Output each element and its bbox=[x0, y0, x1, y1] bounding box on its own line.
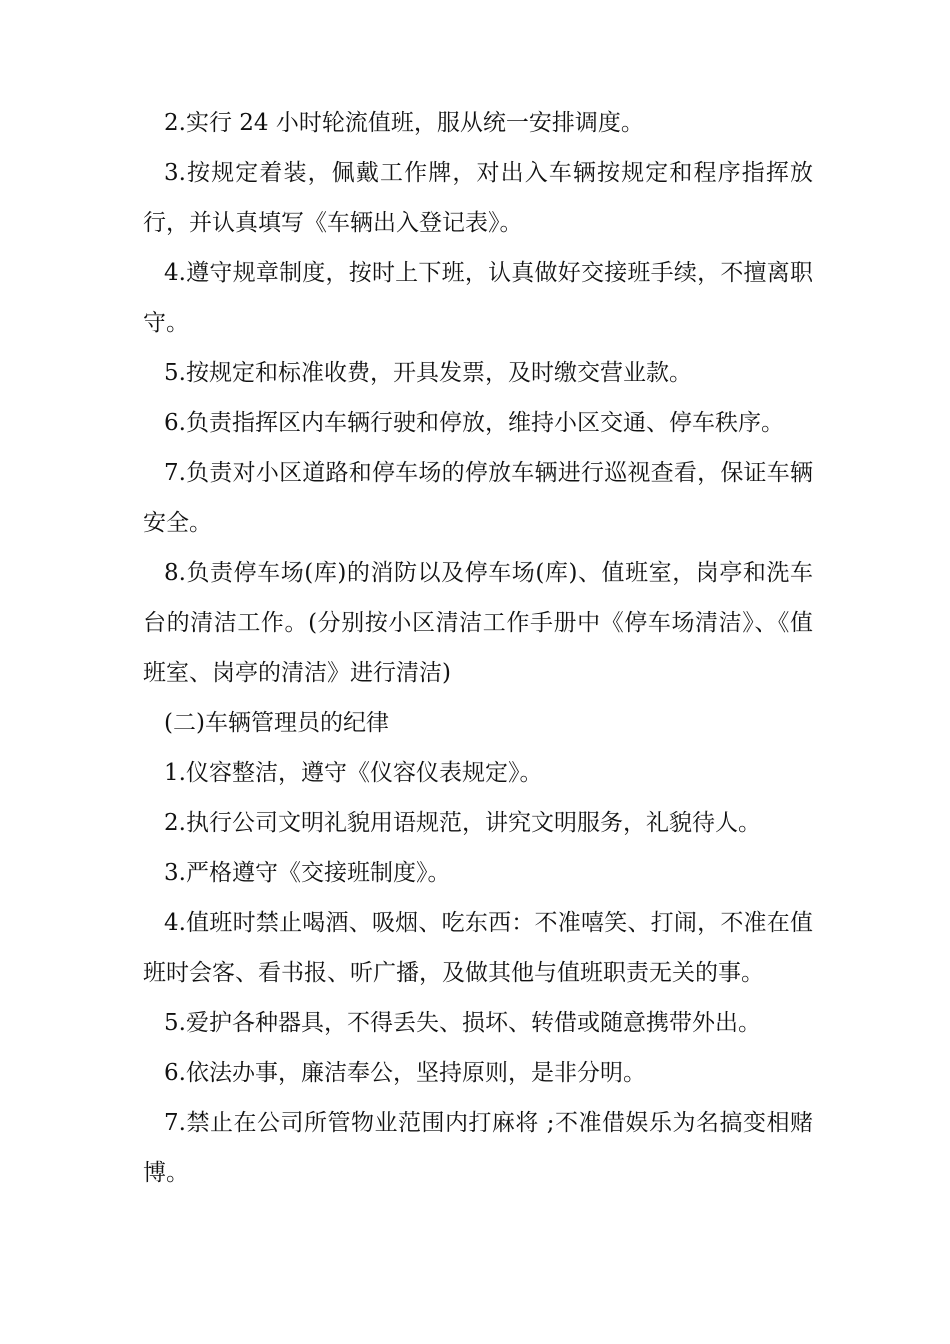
paragraph-rule-5: 5.爱护各种器具，不得丢失、损坏、转借或随意携带外出。 bbox=[164, 1010, 761, 1036]
paragraph-rule-7: 7.禁止在公司所管物业范围内打麻将 ;不准借娱乐为名搞变相赌博。 bbox=[143, 1110, 813, 1186]
paragraph-rule-4: 4.值班时禁止喝酒、吸烟、吃东西：不准嘻笑、打闹，不准在值班时会客、看书报、听广播，及做其他与值班职责无关的事。 bbox=[143, 910, 813, 986]
document-body bbox=[143, 98, 813, 1198]
paragraph-duty-3: 3.按规定着装，佩戴工作牌，对出入车辆按规定和程序指挥放行，并认真填写《车辆出入登记表》。 bbox=[143, 160, 813, 236]
paragraph-rule-2: 2.执行公司文明礼貌用语规范，讲究文明服务，礼貌待人。 bbox=[164, 810, 761, 836]
paragraph-duty-5: 5.按规定和标准收费，开具发票，及时缴交营业款。 bbox=[164, 360, 692, 386]
paragraph-duty-2: 2.实行 24 小时轮流值班，服从统一安排调度。 bbox=[164, 110, 644, 136]
paragraph-rule-6: 6.依法办事，廉洁奉公，坚持原则，是非分明。 bbox=[164, 1060, 646, 1086]
paragraph-rule-1: 1.仪容整洁，遵守《仪容仪表规定》。 bbox=[164, 760, 543, 786]
paragraph-duty-6: 6.负责指挥区内车辆行驶和停放，维持小区交通、停车秩序。 bbox=[164, 410, 784, 436]
paragraph-rule-3: 3.严格遵守《交接班制度》。 bbox=[164, 860, 451, 886]
paragraph-duty-4: 4.遵守规章制度，按时上下班，认真做好交接班手续，不擅离职守。 bbox=[143, 260, 813, 336]
paragraph-duty-7: 7.负责对小区道路和停车场的停放车辆进行巡视查看，保证车辆安全。 bbox=[143, 460, 813, 536]
paragraph-duty-8: 8.负责停车场(库)的消防以及停车场(库)、值班室，岗亭和洗车台的清洁工作。(分别按小区清洁工作手册中《停车场清洁》、《值班室、岗亭的清洁》进行清洁) bbox=[143, 560, 813, 686]
section-heading-discipline: (二)车辆管理员的纪律 bbox=[164, 710, 389, 736]
